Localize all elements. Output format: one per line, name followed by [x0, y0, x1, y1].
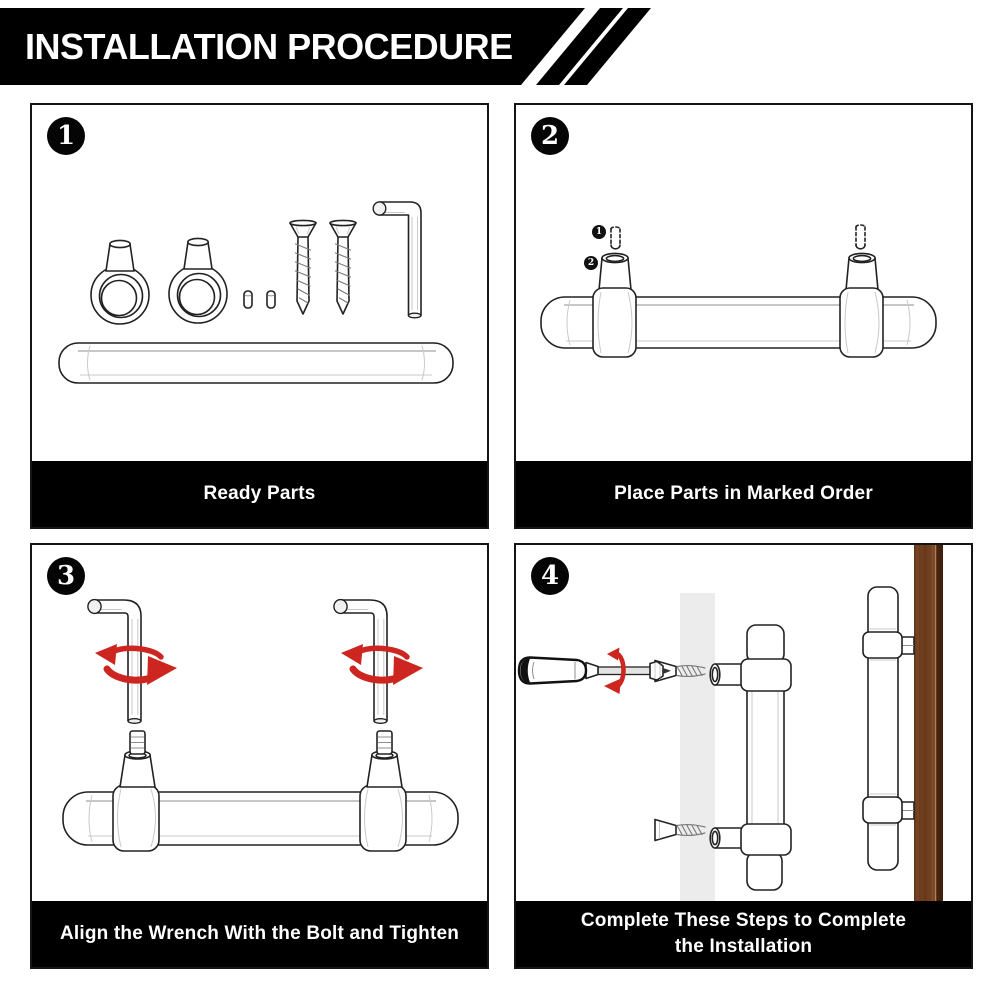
caption-text: Align the Wrench With the Bolt and Tighten: [59, 923, 460, 944]
mounting-illustration: [516, 545, 971, 901]
screwdriver-icon: [519, 658, 671, 684]
caption-bar: [32, 461, 487, 527]
handle-bar-icon: [59, 343, 453, 383]
caption-bar: [516, 901, 971, 967]
step-number: 3: [56, 561, 76, 591]
ring-connector-icon: [169, 238, 227, 323]
page-title: INSTALLATION PROCEDURE: [25, 26, 513, 67]
wood-door-edge: [914, 545, 943, 901]
wood-screw-icon: [290, 220, 316, 314]
caption-bar: [32, 901, 487, 967]
step-badge: [47, 557, 85, 595]
caption-text: Ready Parts: [203, 483, 316, 504]
ring-connector-icon: [91, 240, 149, 324]
hex-wrench-icon: [373, 202, 421, 318]
parts-overview-illustration: [32, 105, 487, 461]
step-panel-3: [30, 543, 489, 969]
caption-bar: [516, 461, 971, 527]
step-number: 2: [540, 121, 560, 151]
bolt-assembly-icon: [113, 731, 159, 851]
tighten-illustration: [32, 545, 487, 901]
mounted-handle-icon: [863, 587, 914, 870]
caption-text-line-2: the Installation: [674, 936, 813, 957]
step-number: 1: [56, 121, 76, 151]
step-panel-4: [514, 543, 973, 969]
caption-text: Place Parts in Marked Order: [614, 483, 873, 504]
set-pin-icon: [244, 291, 275, 308]
door-panel: [680, 593, 715, 901]
wood-screw-icon: [330, 220, 356, 314]
mounting-post-icon: [840, 253, 883, 357]
mounting-post-icon: [593, 253, 636, 357]
place-parts-illustration: [516, 105, 971, 461]
caption-text-line-1: Complete These Steps to Complete: [580, 910, 907, 931]
step-badge: [47, 117, 85, 155]
step-badge: [531, 117, 569, 155]
step-panel-2: [514, 103, 973, 529]
order-mark-2: 2: [584, 256, 598, 270]
step-badge: [531, 557, 569, 595]
dashed-pin-icon: [611, 225, 865, 249]
step-number: 4: [540, 561, 560, 591]
order-mark-1: 1: [592, 225, 606, 239]
handle-being-mounted-icon: [710, 625, 791, 890]
step-panel-1: [30, 103, 489, 529]
bolt-assembly-icon: [360, 731, 406, 851]
